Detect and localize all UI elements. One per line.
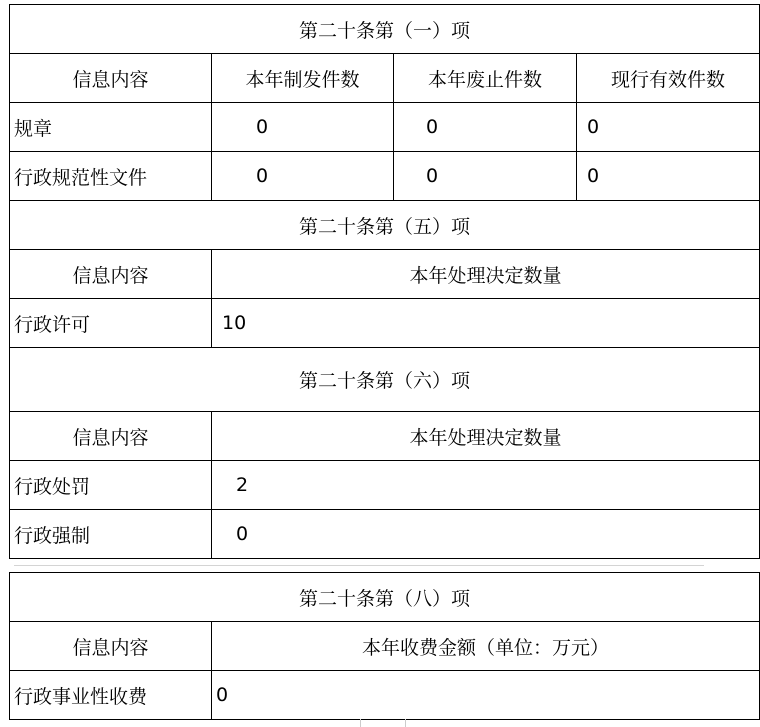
table-row	[10, 671, 760, 720]
section-title: 第二十条第（五）项	[10, 201, 760, 250]
table-row	[10, 461, 760, 510]
column-header: 信息内容	[10, 54, 212, 103]
table-header-row	[10, 412, 760, 461]
cell-value: 0	[212, 510, 760, 559]
page-break-divider	[14, 565, 704, 566]
cell-value: 0	[577, 152, 760, 201]
row-label: 行政事业性收费	[10, 671, 212, 720]
page-edge-marker	[360, 719, 406, 727]
table-row	[10, 152, 760, 201]
disclosure-table-lower	[9, 572, 760, 720]
column-header: 信息内容	[10, 250, 212, 299]
column-header: 现行有效件数	[577, 54, 760, 103]
section-title-row	[10, 348, 760, 412]
cell-value: 0	[212, 152, 394, 201]
column-header: 本年废止件数	[394, 54, 577, 103]
table-header-row	[10, 250, 760, 299]
cell-value: 0	[212, 103, 394, 152]
table-header-row	[10, 54, 760, 103]
section-title-row	[10, 201, 760, 250]
cell-value: 0	[394, 152, 577, 201]
table-header-row	[10, 622, 760, 671]
section-title: 第二十条第（八）项	[10, 573, 760, 622]
cell-value: 0	[394, 103, 577, 152]
column-header: 本年处理决定数量	[212, 412, 760, 461]
column-header: 本年处理决定数量	[212, 250, 760, 299]
column-header: 本年制发件数	[212, 54, 394, 103]
cell-value: 10	[212, 299, 760, 348]
column-header: 信息内容	[10, 412, 212, 461]
row-label: 行政许可	[10, 299, 212, 348]
cell-value: 2	[212, 461, 760, 510]
section-title-row	[10, 5, 760, 54]
table-row	[10, 299, 760, 348]
section-title-row	[10, 573, 760, 622]
section-title: 第二十条第（六）项	[10, 348, 760, 412]
column-header: 信息内容	[10, 622, 212, 671]
column-header: 本年收费金额（单位：万元）	[212, 622, 760, 671]
disclosure-table-upper	[9, 4, 760, 559]
cell-value: 0	[212, 671, 760, 720]
section-title: 第二十条第（一）项	[10, 5, 760, 54]
row-label: 行政强制	[10, 510, 212, 559]
row-label: 规章	[10, 103, 212, 152]
table-row	[10, 103, 760, 152]
row-label: 行政处罚	[10, 461, 212, 510]
table-row	[10, 510, 760, 559]
row-label: 行政规范性文件	[10, 152, 212, 201]
cell-value: 0	[577, 103, 760, 152]
